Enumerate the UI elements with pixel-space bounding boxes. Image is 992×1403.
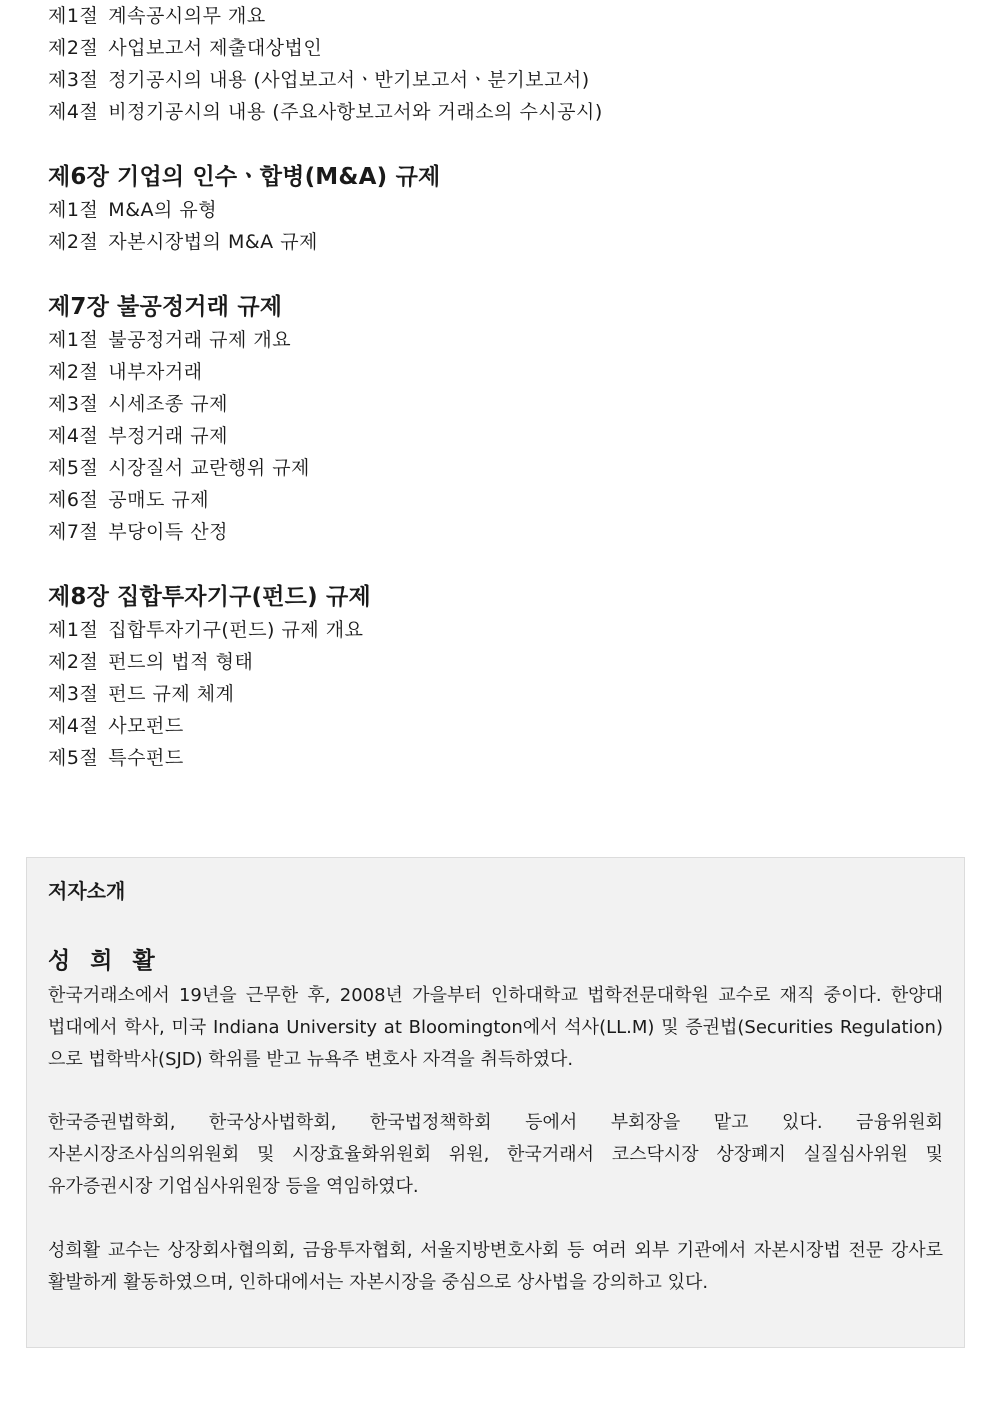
toc-section: 제1절 불공정거래 규제 개요 <box>48 329 292 351</box>
author-section-heading: 저자소개 <box>48 879 126 903</box>
toc-section: 제6절 공매도 규제 <box>48 489 210 511</box>
author-introduction-box <box>26 857 965 1348</box>
toc-section: 제4절 부정거래 규제 <box>48 425 228 447</box>
author-name: 성 희 활 <box>48 948 161 974</box>
toc-section: 제3절 시세조종 규제 <box>48 393 228 415</box>
toc-section: 제7절 부당이득 산정 <box>48 521 228 543</box>
toc-section: 제1절 M&A의 유형 <box>48 199 218 221</box>
toc-section: 제1절 계속공시의무 개요 <box>48 5 266 27</box>
toc-section: 제5절 특수펀드 <box>48 747 184 769</box>
toc-section: 제1절 집합투자기구(펀드) 규제 개요 <box>48 619 364 641</box>
toc-section: 제2절 펀드의 법적 형태 <box>48 651 254 673</box>
toc-section: 제2절 사업보고서 제출대상법인 <box>48 37 323 59</box>
toc-section: 제3절 펀드 규제 체계 <box>48 683 235 705</box>
toc-chapter-6-title: 제6장 기업의 인수ㆍ합병(M&A) 규제 <box>48 164 441 190</box>
toc-section: 제3절 정기공시의 내용 (사업보고서ㆍ반기보고서ㆍ분기보고서) <box>48 69 590 91</box>
toc-chapter-7-title: 제7장 불공정거래 규제 <box>48 294 283 320</box>
author-bio-paragraph: 성희활 교수는 상장회사협의회, 금융투자협회, 서울지방변호사회 등 여러 외부 기관에서 자본시장법 전문 강사로 활발하게 활동하였으며, 인하대에서는 자본시장을 중심으로 상사법을 강의하고 있다. <box>48 1240 943 1293</box>
toc-section: 제5절 시장질서 교란행위 규제 <box>48 457 310 479</box>
author-bio-paragraph: 한국증권법학회, 한국상사법학회, 한국법정책학회 등에서 부회장을 맡고 있다. 금융위원회 자본시장조사심의위원회 및 시장효율화위원회 위원, 한국거래서 코스닥시장 상장폐지 실질심사위원 및 유가증권시장 기업심사위원장 등을 역임하였다. <box>48 1112 943 1197</box>
toc-section: 제2절 내부자거래 <box>48 361 203 383</box>
toc-section: 제4절 비정기공시의 내용 (주요사항보고서와 거래소의 수시공시) <box>48 101 603 123</box>
toc-section: 제2절 자본시장법의 M&A 규제 <box>48 231 318 253</box>
toc-section: 제4절 사모펀드 <box>48 715 184 737</box>
author-bio-paragraph: 한국거래소에서 19년을 근무한 후, 2008년 가을부터 인하대학교 법학전문대학원 교수로 재직 중이다. 한양대 법대에서 학사, 미국 Indiana University at Bloomington에서 석사(LL.M) 및 증권법(Securities Regulation)으로 법학박사(SJD) 학위를 받고 뉴욕주 변호사 자격을 취득하였다. <box>48 985 943 1070</box>
toc-chapter-8-title: 제8장 집합투자기구(펀드) 규제 <box>48 584 371 610</box>
table-of-contents <box>48 0 948 774</box>
